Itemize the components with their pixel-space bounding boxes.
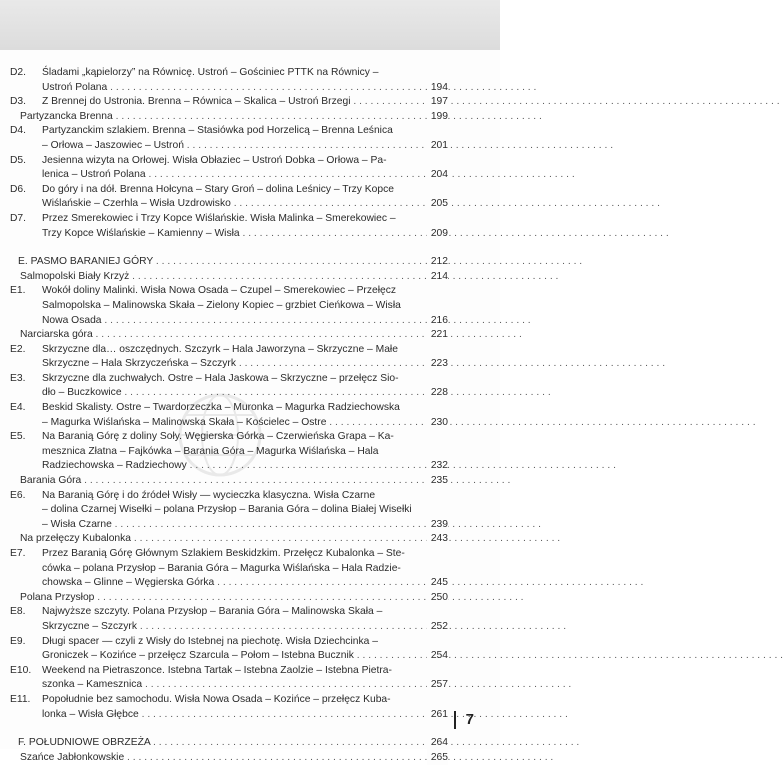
toc-entry-text: Skrzyczne – Hala Skrzyczeńska – Szczyrk — [42, 358, 236, 370]
section-gap — [18, 722, 448, 736]
toc-entry-text: szonka – Kamesznica — [42, 679, 143, 691]
toc-tour-entry — [10, 212, 448, 241]
table-of-contents — [10, 66, 448, 765]
toc-entry-code: E1. — [10, 285, 26, 297]
toc-entry-code: E10. — [10, 664, 32, 676]
toc-tour-entry — [10, 635, 448, 664]
toc-page-number: 232 — [427, 459, 448, 474]
toc-entry-text: E. PASMO BARANIEJ GÓRY — [18, 256, 154, 268]
toc-page-number: 204 — [427, 168, 448, 183]
toc-entry-code: E4. — [10, 402, 26, 414]
toc-page-number: 230 — [427, 416, 448, 431]
toc-entry-text: Przez Baranią Górę Głównym Szlakiem Beskidzkim. Przełęcz Kubalonka – Ste- — [42, 548, 405, 559]
toc-entry-text: Groniczek – Kozińce – przełęcz Szarcula – Połom – Istebna Bucznik — [42, 650, 354, 662]
toc-group-heading — [18, 110, 448, 125]
toc-entry-text: lenica – Ustroń Polana — [42, 169, 146, 181]
toc-page-number: 214 — [427, 270, 448, 285]
toc-page-number: 239 — [427, 518, 448, 533]
toc-entry-text: Długi spacer — czyli z Wisły do Istebnej na piechotę. Wisła Dziechcinka – — [42, 635, 378, 647]
toc-entry-text: Skrzyczne – Szczyrk — [42, 620, 137, 632]
toc-entry-text: Trzy Kopce Wiślańskie – Kamienny – Wisła — [42, 227, 240, 239]
toc-entry-code: E5. — [10, 431, 26, 443]
toc-entry-text: Nowa Osada — [42, 314, 102, 326]
toc-entry-text: Polana Przysłop — [20, 591, 95, 603]
toc-entry-code: D2. — [10, 67, 27, 78]
toc-entry-text: Z Brennej do Ustronia. Brenna – Równica – Skalica – Ustroń Brzegi — [42, 96, 351, 108]
toc-entry-text: Na Baranią Górę z doliny Soły. Węgierska Górka – Czerwieńska Grapa – Ka- — [42, 431, 394, 443]
toc-page-number: 216 — [427, 314, 448, 329]
toc-tour-entry — [10, 401, 448, 430]
toc-group-heading — [18, 474, 448, 489]
toc-page-number: 252 — [427, 620, 448, 635]
toc-entry-text: cówka – polana Przysłop – Barania Góra – Magurka Wiślańska – Hala Radzie- — [42, 562, 401, 574]
toc-group-heading — [18, 532, 448, 547]
toc-entry-text: Jesienna wizyta na Orłowej. Wisła Obłaziec – Ustroń Dobka – Orłowa – Pa- — [42, 154, 387, 166]
toc-entry-text: Skrzyczne dla zuchwałych. Ostre – Hala Jaskowa – Skrzyczne – przełęcz Sio- — [42, 372, 399, 384]
toc-page-number: 212 — [427, 255, 448, 270]
toc-page-number: 201 — [427, 139, 448, 154]
toc-tour-entry — [10, 124, 448, 153]
toc-group-heading — [18, 591, 448, 606]
top-band — [0, 0, 500, 51]
toc-entry-text: lonka – Wisła Głębce — [42, 708, 139, 720]
toc-entry-text: mesznica Złatna – Fajkówka – Barania Góra – Magurka Wiślańska – Hala — [42, 445, 379, 457]
toc-section-heading — [18, 736, 448, 751]
toc-entry-code: D3. — [10, 96, 27, 108]
toc-entry-text: Do góry i na dół. Brenna Hołcyna – Stary Groń – dolina Leśnicy – Trzy Kopce — [42, 183, 394, 195]
toc-group-heading — [18, 328, 448, 343]
toc-page-number: 197 — [427, 95, 448, 110]
toc-entry-code: E2. — [10, 343, 26, 355]
toc-entry-text: Narciarska góra — [20, 329, 93, 341]
toc-entry-code: E11. — [10, 693, 31, 705]
toc-page-number: 264 — [427, 736, 448, 751]
toc-tour-entry — [10, 154, 448, 183]
toc-entry-code: D7. — [10, 212, 27, 224]
toc-entry-code: E9. — [10, 635, 26, 647]
toc-page-number: 194 — [427, 81, 448, 96]
toc-tour-entry — [10, 605, 448, 634]
toc-entry-text: Skrzyczne dla… oszczędnych. Szczyrk – Hala Jaworzyna – Skrzyczne – Małe — [42, 343, 398, 355]
toc-entry-code: D4. — [10, 125, 27, 137]
toc-tour-entry — [10, 693, 448, 722]
toc-entry-code: E7. — [10, 548, 26, 559]
toc-page-number: 250 — [427, 591, 448, 606]
toc-entry-text: Śladami „kąpielorzy” na Równicę. Ustroń – Gościniec PTTK na Równicy – — [42, 67, 379, 78]
toc-page-number: 223 — [427, 357, 448, 372]
toc-page-number: 257 — [427, 678, 448, 693]
toc-entry-code: D6. — [10, 183, 27, 195]
toc-group-heading — [18, 270, 448, 285]
toc-tour-entry — [10, 95, 448, 110]
toc-page-number: 243 — [427, 532, 448, 547]
toc-page-number: 245 — [427, 576, 448, 591]
toc-entry-text: Salmopolski Biały Krzyż — [20, 270, 130, 282]
toc-tour-entry — [10, 183, 448, 212]
toc-page-number: 265 — [427, 751, 448, 765]
toc-tour-entry — [10, 66, 448, 95]
toc-tour-entry — [10, 372, 448, 401]
toc-entry-text: Szańce Jabłonkowskie — [20, 751, 125, 763]
toc-entry-text: Popołudnie bez samochodu. Wisła Nowa Osada – Kozińce – przełęcz Kuba- — [42, 693, 391, 705]
toc-tour-entry — [10, 343, 448, 372]
toc-entry-code: E3. — [10, 372, 26, 384]
toc-entry-code: E6. — [10, 489, 26, 501]
page-number: 7 — [454, 711, 474, 729]
toc-entry-text: F. POŁUDNIOWE OBRZEŻA — [18, 737, 151, 749]
section-gap — [18, 241, 448, 255]
toc-page-number: 235 — [427, 474, 448, 489]
toc-entry-text: Na przełęczy Kubalonka — [20, 533, 132, 545]
toc-page-number: 261 — [427, 708, 448, 723]
toc-entry-text: Najwyższe szczyty. Polana Przysłop – Barania Góra – Malinowska Skała – — [42, 606, 383, 618]
toc-entry-text: Wokół doliny Malinki. Wisła Nowa Osada – Czupel – Smerekowiec – Przełęcz — [42, 285, 397, 297]
toc-tour-entry — [10, 547, 448, 591]
toc-entry-text: – dolina Czarnej Wisełki – polana Przysłop – Barania Góra – dolina Białej Wisełki — [42, 504, 412, 516]
toc-entry-text: Radziechowska – Radziechowy — [42, 460, 187, 472]
toc-entry-code: D5. — [10, 154, 27, 166]
toc-page-number: 209 — [427, 227, 448, 242]
toc-entry-text: Barania Góra — [20, 475, 82, 487]
toc-entry-text: Partyzancka Brenna — [20, 110, 113, 122]
toc-tour-entry — [10, 664, 448, 693]
toc-page-number: 228 — [427, 386, 448, 401]
toc-group-heading — [18, 751, 448, 765]
toc-entry-text: Wiślańskie – Czerhla – Wisła Uzdrowisko — [42, 198, 231, 210]
toc-page-number: 205 — [427, 197, 448, 212]
toc-entry-text: dło – Buczkowice — [42, 387, 122, 399]
toc-tour-entry — [10, 489, 448, 533]
toc-entry-text: Na Baranią Górę i do źródeł Wisły — wycieczka klasyczna. Wisła Czarne — [42, 489, 376, 501]
toc-entry-text: Ustroń Polana — [42, 81, 108, 93]
toc-entry-code: E8. — [10, 606, 26, 618]
toc-section-heading — [18, 255, 448, 270]
toc-entry-text: Weekend na Pietraszonce. Istebna Tartak – Istebna Zaolzie – Istebna Pietra- — [42, 664, 392, 676]
toc-entry-text: – Magurka Wiślańska – Malinowska Skała – Kościelec – Ostre — [42, 416, 327, 428]
toc-entry-text: Beskid Skalisty. Ostre – Twardorzeczka – Muronka – Magurka Radziechowska — [42, 402, 400, 414]
toc-entry-text: Przez Smerekowiec i Trzy Kopce Wiślańskie. Wisła Malinka – Smerekowiec – — [42, 212, 396, 224]
toc-entry-text: chowska – Glinne – Węgierska Górka — [42, 577, 215, 589]
toc-page-number: 199 — [427, 110, 448, 125]
toc-tour-entry — [10, 284, 448, 328]
toc-entry-text: Salmopolska – Malinowska Skała – Zielony Kopiec – grzbiet Cieńkowa – Wisła — [42, 299, 401, 311]
toc-tour-entry — [10, 430, 448, 474]
toc-entry-text: – Wisła Czarne — [42, 518, 112, 530]
toc-entry-text: – Orłowa – Jaszowiec – Ustroń — [42, 139, 184, 151]
toc-entry-text: Partyzanckim szlakiem. Brenna – Stasiówka pod Horzelicą – Brenna Leśnica — [42, 125, 393, 137]
toc-page-number: 221 — [427, 328, 448, 343]
toc-page-number: 254 — [427, 649, 448, 664]
